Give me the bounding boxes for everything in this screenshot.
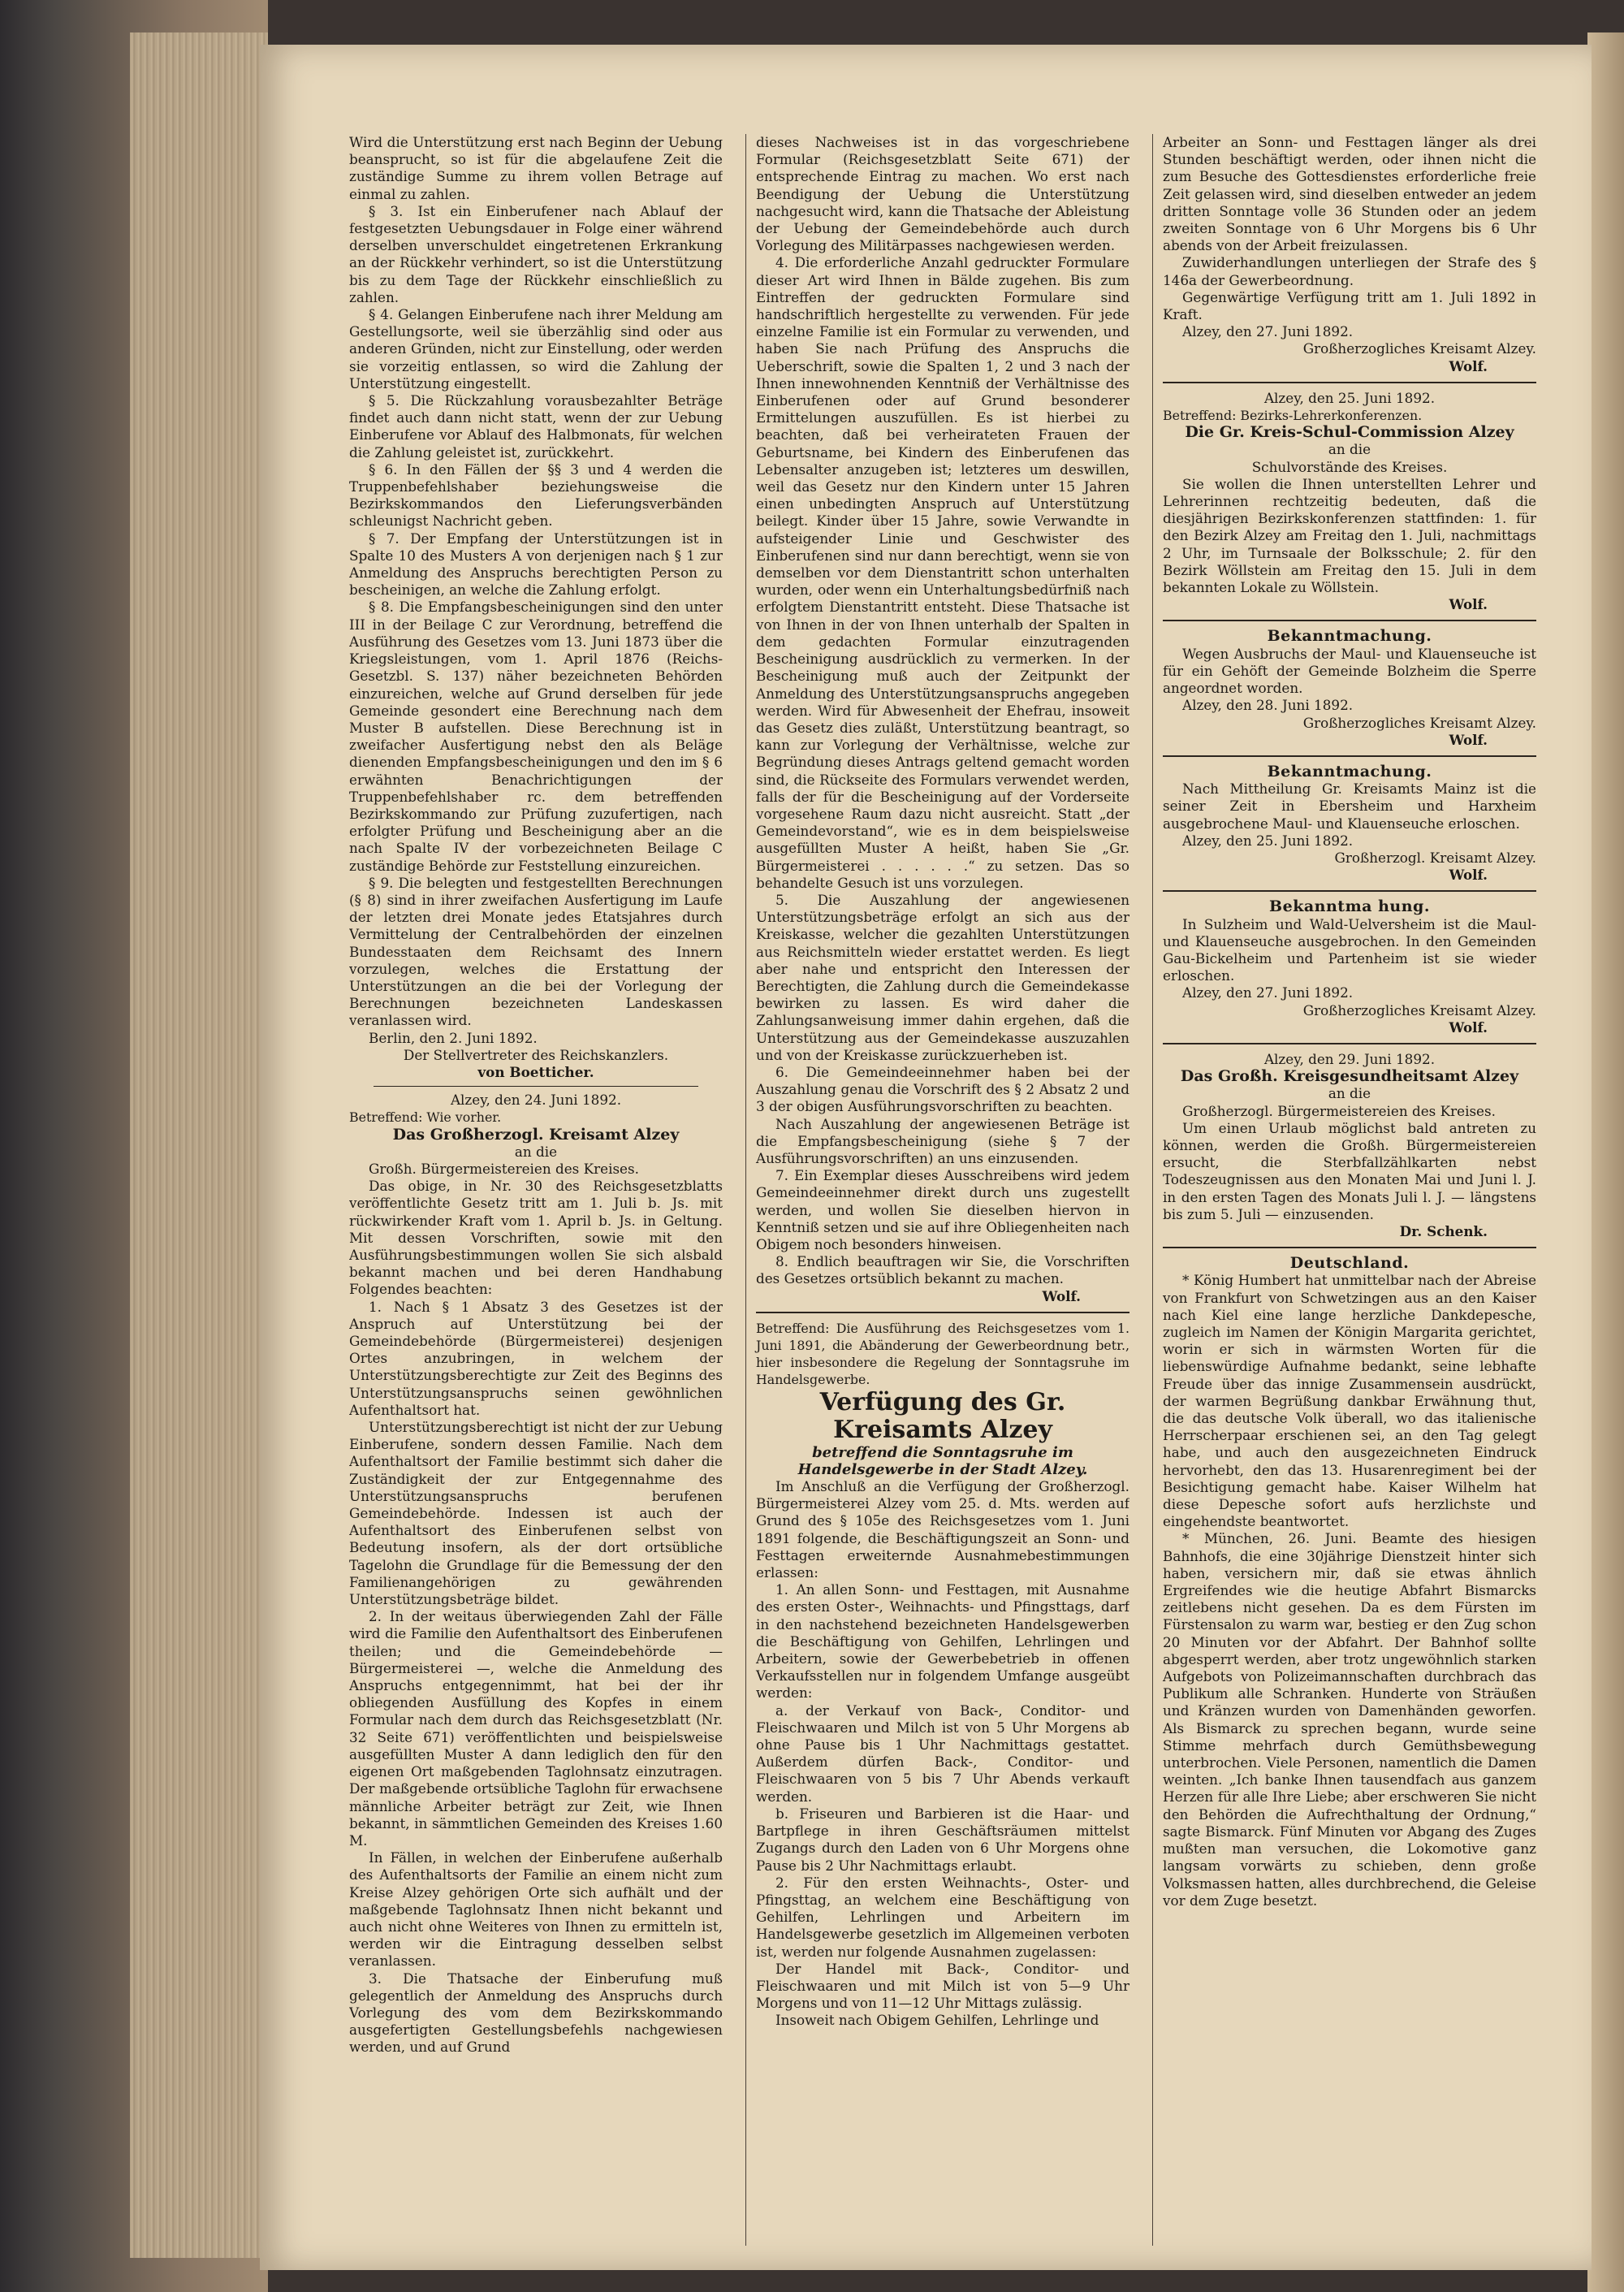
an-die: an die [514,1143,558,1160]
paragraph: 1. Nach § 1 Absatz 3 des Gesetzes ist der Anspruch auf Unterstützung bei der Gemeindebehörde (Bürgermeisterei) desjenigen Ortes anzubringen, in welchem der Unterstützungsberechtigte zur Zeit des Beginns des Unterstützungsanspruchs seinen gewöhnlichen Aufenthaltsort hat. [349,1298,723,1418]
paragraph: § 7. Der Empfang der Unterstützungen ist in Spalte 10 des Musters A von derjenigen nach § 1 zur Anmeldung des Anspruchs berechtigten Person zu bescheinigen, an welche die Zahlung erfolgt. [349,530,723,599]
paragraph: 2. Für den ersten Weihnachts-, Oster- und Pfingsttag, an welchem eine Beschäftigung von Gehilfen, Lehrlingen und Arbeitern im Handelsgewerbe gesetzlich im Allgemeinen verboten ist, werden nur folgende Ausnahmen zugelassen: [756,1874,1129,1960]
divider [374,1086,698,1087]
paragraph: Im Anschluß an die Verfügung der Großherzogl. Bürgermeisterei Alzey vom 25. d. Mts. werden auf Grund des § 105e des Reichsgesetzes vom 1. Juni 1891 folgende, die Beschäftigungszeit an Sonn- und Festtagen erweiternde Ausnahmebestimmungen erlassen: [756,1478,1129,1581]
paragraph: 4. Die erforderliche Anzahl gedruckter Formulare dieser Art wird Ihnen in Bälde zugehen. Bis zum Eintreffen der gedruckten Formulare sind handschriftlich hergestellte zu verwenden. Für jede einzelne Familie ist ein Formular zu verwenden, und haben Sie nach Prüfung des Anspruchs die Ueberschrift, sowie die Spalten 1, 2 und 3 nach der Ihnen innewohnenden Kenntniß der Verhältnisse des Einberufenen oder auf Grund besonderer Ermittelungen auszufüllen. Es ist hierbei zu beachten, daß bei verheirateten Frauen der Geburtsname, bei Kindern des Einberufenen das Lebensalter anzugeben ist; letzteres um deswillen, weil das Gesetz nur den Kindern unter 15 Jahren einen unbedingten Anspruch auf Unterstützung beilegt. Kinder über 15 Jahre, sowie Verwandte in aufsteigender Linie und Geschwister des Einberufenen sind nur dann berechtigt, wenn sie von demselben vor dem Dienstantritt schon unterhalten wurden, oder wenn ein Unterhaltungsbedürfniß nach erfolgtem Dienstantritt entsteht. Diese Thatsache ist von Ihnen in der von Ihnen unterhalb der Spalten in dem gedachten Formular einzutragenden Bescheinigung ausdrücklich zu vermerken. In der Bescheinigung muß auch der Zeitpunkt der Anmeldung des Unterstützungsanspruchs angegeben werden. Wird für Abwesenheit der Ehefrau, insoweit das Gesetz dies zuläßt, Unterstützung beantragt, so kann zur Vorlegung der Verhältnisse, welche zur Begründung dieses Antrags geltend gemacht worden sind, die Rückseite des Formulars verwendet werden, falls der für die Bescheinigung auf der Vorderseite vorgesehene Raum dazu nicht ausreicht. Statt „der Gemeindevorstand“, wie es in dem beispielsweise ausgefüllten Muster A heißt, haben Sie „Gr. Bürgermeisterei . . . . . .“ zu setzen. Das so behandelte Gesuch ist uns vorzulegen. [756,254,1129,891]
office-line: Großherzogl. Kreisamt Alzey. [1334,849,1536,866]
betreff-block [756,1320,1129,1389]
column-1 [349,134,723,2246]
paragraph: Sie wollen die Ihnen unterstellten Lehrer und Lehrerinnen rechtzeitig bedeuten, daß die diesjährigen Bezirkskonferenzen stattfinden: 1. für den Bezirk Alzey am Freitag den 1. Juli, nachmittags 2 Uhr, im Turnsaale der Bolksschule; 2. für den Bezirk Wöllstein am Freitag den 15. Juli in dem bekannten Lokale zu Wöllstein. [1163,475,1536,596]
date-line: Alzey, den 24. Juni 1892. [450,1092,622,1109]
paragraph: Nach Mittheilung Gr. Kreisamts Mainz ist die seiner Zeit in Ebersheim und Harxheim ausgebrochene Maul- und Klauenseuche erloschen. [1163,781,1536,832]
paragraph: § 3. Ist ein Einberufener nach Ablauf der festgesetzten Uebungsdauer in Folge einer während derselben unverschuldet eingetretenen Erkrankung an der Rückkehr verhindert, so ist die Unterstützung bis zu dem Tage der Rückkehr einschließlich zu zahlen. [349,202,723,305]
signature: Wolf. [1042,1287,1081,1304]
page-stack [130,32,268,2258]
decree-subtitle: betreffend die Sonntagsruhe im Handelsgewerbe in der Stadt Alzey. [797,1443,1088,1478]
paragraph: Wird die Unterstützung erst nach Beginn der Uebung beansprucht, so ist für die abgelaufene Zeit die zuständige Summe zu ihrem vollen Betrage auf einmal zu zahlen. [349,134,723,202]
paragraph: 2. In der weitaus überwiegenden Zahl der Fälle wird die Familie den Aufenthaltsort des Einberufenen theilen; und die Gemeindebehörde — Bürgermeisterei —, welche die Anmeldung des Anspruchs entgegennimmt, hat bei der ihr obliegenden Ausfüllung des Kopfes in einem Formular nach dem durch das Reichsgesetzblatt (Nr. 32 Seite 671) veröffentlichten und beispielsweise ausgefüllten Muster A dann lediglich den für den eigenen Ort maßgebenden Taglohnsatz einzutragen. Der maßgebende ortsübliche Taglohn für erwachsene männliche Arbeiter beträgt zur Zeit, wie Ihnen bekannt, in sämmtlichen Gemeinden des Kreises 1.60 M. [349,1608,723,1849]
book-spine-edge [0,0,268,2292]
paragraph: Der Handel mit Back-, Conditor- und Fleischwaaren und mit Milch ist von 5—9 Uhr Morgens und von 11—12 Uhr Mittags zulässig. [756,1960,1129,2012]
paragraph: b. Friseuren und Barbieren ist die Haar- und Bartpflege in ihren Geschäftsräumen mittelst Zugangs durch den Laden von 6 Uhr Morgens ohne Pause bis 2 Uhr Nachmittags erlaubt. [756,1805,1129,1874]
section-title: Deutschland. [1289,1254,1410,1273]
recipients: Schulvorstände des Kreises. [1251,458,1448,475]
paragraph: 3. Die Thatsache der Einberufung muß gelegentlich der Anmeldung des Anspruchs durch Vorlegung des vom dem Bezirkskommando ausgefertigten Gestellungsbefehls nachgewiesen werden, und auf Grund [349,1970,723,2056]
paragraph: § 8. Die Empfangsbescheinigungen sind den unter III in der Beilage C zur Verordnung, betreffend die Ausführung des Gesetzes vom 13. Juni 1873 über die Kriegsleistungen, vom 1. April 1876 (Reichs-Gesetzbl. S. 137) näher bezeichneten Behörden einzureichen, welche auf Grund derselben für jede Gemeinde gesondert eine Berechnung nach dem Muster B aufstellen. Diese Berechnung ist in zweifacher Ausfertigung nebst den als Beläge dienenden Empfangsbescheinigungen und den im § 6 erwähnten Benachrichtigungen der Truppenbefehlshaber rc. dem betreffenden Bezirkskommando zur Prüfung zuzufertigen, nach erfolgter Prüfung und Bescheinigung aber an die nach Spalte IV der vorbezeichneten Beilage C zuständige Behörde zur Feststellung einzureichen. [349,599,723,874]
office-heading: Das Großherzogl. Kreisamt Alzey [392,1125,680,1144]
date-line: Alzey, den 27. Juni 1892. [1182,984,1354,1001]
signature: Wolf. [1449,596,1488,613]
signature: Wolf. [1449,1018,1488,1036]
paragraph: Insoweit nach Obigem Gehilfen, Lehrlinge und [775,2012,1099,2029]
signature-role: Der Stellvertreter des Reichskanzlers. [403,1046,669,1063]
notice-title: Bekanntmachung. [1267,762,1432,781]
betreff-text: Die Ausführung des Reichsgesetzes vom 1. Juni 1891, die Abänderung der Gewerbeordnung betr., hier insbesondere die Regelung der Sonntagsruhe im Handelsgewerbe. [756,1320,1129,1388]
paragraph: § 4. Gelangen Einberufene nach ihrer Meldung am Gestellungsorte, weil sie überzählig sind oder aus anderen Gründen, nicht zur Einstellung, oder werden sie vorzeitig entlassen, so wird die Zahlung der Unterstützung eingestellt. [349,306,723,391]
paragraph: § 5. Die Rückzahlung vorausbezahlter Beträge findet auch dann nicht statt, wenn der zur Uebung Einberufene vor Ablauf des Halbmonats, für welchen die Zahlung geleistet ist, zurückkehrt. [349,392,723,461]
an-die: an die [1328,1085,1371,1102]
paragraph: a. der Verkauf von Back-, Conditor- und Fleischwaaren und Milch ist von 5 Uhr Morgens ab ohne Pause bis 1 Uhr Nachmittags gestattet. Außerdem dürfen Back-, Conditor- und Fleischwaaren von 5 bis 7 Uhr Abends verkauft werden. [756,1702,1129,1805]
divider [1163,382,1536,383]
betreff-line: Betreffend: Bezirks-Lehrerkonferenzen. [1163,408,1423,424]
paragraph: Arbeiter an Sonn- und Festtagen länger als drei Stunden beschäftigt werden, oder ihnen nicht die zum Besuche des Gottesdienstes erforderliche freie Zeit gelassen wird, sind dieselben entweder an jedem dritten Sonntage volle 36 Stunden oder an jedem zweiten Sonntage von 6 Uhr Morgens bis 6 Uhr abends von der Arbeit freizulassen. [1163,134,1536,254]
paragraph: In Fällen, in welchen der Einberufene außerhalb des Aufenthaltsorts der Familie an einem nicht zum Kreise Alzey gehörigen Orte sich aufhält und der maßgebende Taglohnsatz Ihnen nicht bekannt und auch nicht ohne Weiteres von Ihnen zu ermitteln ist, werden wir die Eintragung desselben selbst veranlassen. [349,1849,723,1970]
newspaper-page [260,45,1592,2270]
place-date: Berlin, den 2. Juni 1892. [369,1029,538,1046]
signature-name: von Boetticher. [477,1063,594,1080]
notice-title: Bekanntmachung. [1267,627,1432,646]
paragraph: 1. An allen Sonn- und Festtagen, mit Ausnahme des ersten Oster-, Weihnachts- und Pfingsttags, darf in den nachstehend bezeichneten Handelsgewerben die Beschäftigung von Gehilfen, Lehrlingen und Arbeitern, sowie der Gewerbebetrieb in offenen Verkaufsstellen nur in folgendem Umfange ausgeübt werden: [756,1581,1129,1702]
date-line: Alzey, den 29. Juni 1892. [1263,1050,1436,1067]
paragraph: Nach Auszahlung der angewiesenen Beträge ist die Empfangsbescheinigung (siehe § 7 der Ausführungsvorschriften) an uns einzusenden. [756,1115,1129,1166]
paragraph: Gegenwärtige Verfügung tritt am 1. Juli 1892 in Kraft. [1163,288,1536,323]
signature: Wolf. [1449,867,1488,884]
betreff-label: Betreffend: [756,1320,830,1336]
paragraph: Wegen Ausbruchs der Maul- und Klauenseuche ist für ein Gehöft der Gemeinde Bolzheim die Sperre angeordnet worden. [1163,645,1536,697]
recipients: Großherzogl. Bürgermeistereien des Kreises. [1182,1102,1496,1119]
paragraph: Unterstützungsberechtigt ist nicht der zur Uebung Einberufene, sondern dessen Familie. Nach dem Aufenthaltsort der Familie bestimmt sich daher die Zuständigkeit der zur Entgegennahme des Unterstützungsanspruchs berufenen Gemeindebehörde. Indessen ist auch der Aufenthaltsort des Einberufenen selbst von Bedeutung insofern, als der dort ortsübliche Tagelohn die Grundlage für die Bemessung der den Familienangehörigen zu gewährenden Unterstützungsbeträge bildet. [349,1419,723,1608]
health-office-heading: Das Großh. Kreisgesundheitsamt Alzey [1180,1067,1519,1086]
column-2 [745,134,1129,2246]
divider [1163,1247,1536,1248]
column-3 [1152,134,1536,2246]
right-page-edge [1587,32,1624,2292]
signature: Dr. Schenk. [1399,1222,1488,1239]
paragraph: Das obige, in Nr. 30 des Reichsgesetzblatts veröffentlichte Gesetz tritt am 1. Juli b. Js. mit rückwirkender Kraft vom 1. April b. Js. in Geltung. Mit dessen Vorschriften, sowie mit den Ausführungsbestimmungen wollen Sie sich alsbald bekannt machen und bei deren Handhabung Folgendes beachten: [349,1178,723,1298]
date-line: Alzey, den 25. Juni 1892. [1263,389,1436,406]
paragraph: 8. Endlich beauftragen wir Sie, die Vorschriften des Gesetzes ortsüblich bekannt zu machen. [756,1253,1129,1287]
paragraph: 7. Ein Exemplar dieses Ausschreibens wird jedem Gemeindeeinnehmer direkt durch uns zugestellt werden, und wollen Sie dieselben hiervon in Kenntniß setzen und sie auf ihre Obliegenheiten nach Obigem noch besonders hinweisen. [756,1167,1129,1252]
recipients: Großh. Bürgermeistereien des Kreises. [369,1160,639,1177]
office-line: Großherzogliches Kreisamt Alzey. [1302,340,1536,357]
paragraph: dieses Nachweises ist in das vorgeschriebene Formular (Reichsgesetzblatt Seite 671) der entsprechende Eintrag zu machen. Wo erst nach Beendigung der Uebung die Unterstützung nachgesucht wird, kann die Thatsache der Ableistung der Uebung der Gemeindebehörde auch durch Vorlegung des Militärpasses nachgewiesen werden. [756,134,1129,254]
betreff-line: Betreffend: Wie vorher. [349,1109,502,1126]
paragraph: * König Humbert hat unmittelbar nach der Abreise von Frankfurt von Schwetzingen aus an den Kaiser nach Kiel eine lange herzliche Dankdepesche, zugleich im Namen der Königin Margarita gerichtet, worin er sich in wärmsten Worten für die liebenswürdige Aufnahme bedankt, seine lebhafte Freude über das innige Zusammensein ausdrückt, der warmen Begrüßung dankbar Erwähnung thut, die das deutsche Volk überall, wo das italienische Herrscherpaar erschienen sei, an den Tag gelegt habe, und auch den ausgezeichneten Eindruck hervorhebt, den das 13. Husarenregiment bei der Besichtigung gemacht habe. Kaiser Wilhelm hat diese Depesche sofort aufs herzlichste und eingehendste beantwortet. [1163,1272,1536,1530]
an-die: an die [1328,441,1371,458]
date-line: Alzey, den 25. Juni 1892. [1182,832,1354,849]
paragraph: Zuwiderhandlungen unterliegen der Strafe des § 146a der Gewerbeordnung. [1163,254,1536,288]
date-line: Alzey, den 28. Juni 1892. [1182,697,1354,714]
divider [1163,890,1536,892]
paragraph: 6. Die Gemeindeeinnehmer haben bei der Auszahlung genau die Vorschrift des § 2 Absatz 2 und 3 der obigen Ausführungsvorschriften zu beachten. [756,1063,1129,1115]
notice-title: Bekanntma hung. [1269,897,1430,916]
columns [349,134,1567,2246]
paragraph: Um einen Urlaub möglichst bald antreten zu können, werden die Großh. Bürgermeistereien ersucht, die Sterbfallzählkarten nebst Todeszeugnissen aus den Monaten Mai und Juni l. J. in den ersten Tagen des Monats Juli l. J. — längstens bis zum 5. Juli — einzusenden. [1163,1119,1536,1222]
paragraph: * München, 26. Juni. Beamte des hiesigen Bahnhofs, die eine 30jährige Dienstzeit hinter sich haben, versichern mir, daß sie etwas ähnlich Ergreifendes wie die heutige Abfahrt Bismarcks zeitlebens nicht gesehen. Da es dem Fürsten im Fürstensalon zu warm war, bestieg er den Zug schon 20 Minuten vor der Abfahrt. Der Bahnhof sollte abgesperrt werden, aber trotz ungewöhnlich starken Aufgebots von Polizeimannschaften durchbrach das Publikum alle Schranken. Hunderte von Sträußen und Kränzen wurden von Damenhänden geworfen. Als Bismarck zu sprechen begann, wurde seine Stimme mehrfach durch Gemüthsbewegung unterbrochen. Viele Personen, namentlich die Damen weinten. „Ich banke Ihnen tausendfach aus ganzem Herzen für alle Ihre Liebe; aber erschweren Sie nicht den Behörden die Aufrechthaltung der Ordnung,“ sagte Bismarck. Fünf Minuten vor Abgang des Zuges mußten man versuchen, die Lokomotive ganz langsam vorwärts zu schieben, denn große Volksmassen hatten, alles durchbrechend, die Geleise vor dem Zuge besetzt. [1163,1530,1536,1909]
divider [1163,620,1536,621]
office-line: Großherzogliches Kreisamt Alzey. [1302,714,1536,731]
signature: Wolf. [1449,357,1488,374]
paragraph: In Sulzheim und Wald-Uelversheim ist die Maul- und Klauenseuche ausgebrochen. In den Gemeinden Gau-Bickelheim und Partenheim ist sie wieder erloschen. [1163,915,1536,984]
date-line: Alzey, den 27. Juni 1892. [1182,323,1354,340]
commission-heading: Die Gr. Kreis-Schul-Commission Alzey [1185,423,1514,442]
office-line: Großherzogliches Kreisamt Alzey. [1302,1001,1536,1018]
paragraph: § 9. Die belegten und festgestellten Berechnungen (§ 8) sind in ihrer zweifachen Ausfertigung im Laufe der letzten drei Monate jedes Etatsjahres durch Vermittelung der Centralbehörden der einzelnen Bundesstaaten dem Reichsamt des Innern vorzulegen, welches die Erstattung der Unterstützungen an die bei der Vorlegung der Berechnungen bezeichneten Landeskassen veranlassen wird. [349,874,723,1029]
paragraph: § 6. In den Fällen der §§ 3 und 4 werden die Truppenbefehlshaber beziehungsweise die Bezirkskommandos den Lieferungsverbänden schleunigst Nachricht geben. [349,461,723,530]
signature: Wolf. [1449,731,1488,748]
paragraph: 5. Die Auszahlung der angewiesenen Unterstützungsbeträge erfolgt an sich aus der Kreiskasse, welcher die gezahlten Unterstützungen aus Reichsmitteln wieder erstattet werden. Es liegt aber nahe und entspricht den Interessen der Berechtigten, die Zahlung durch die Gemeindekasse bewirken zu lassen. Es wird daher die Zahlungsanweisung immer dahin ergehen, daß die Unterstützung aus der Gemeindekasse auszuzahlen und von der Kreiskasse zurückzuerheben ist. [756,891,1129,1063]
divider [1163,1043,1536,1044]
decree-title: Verfügung des Gr. Kreisamts Alzey [819,1387,1066,1444]
divider [756,1312,1129,1313]
divider [1163,755,1536,757]
